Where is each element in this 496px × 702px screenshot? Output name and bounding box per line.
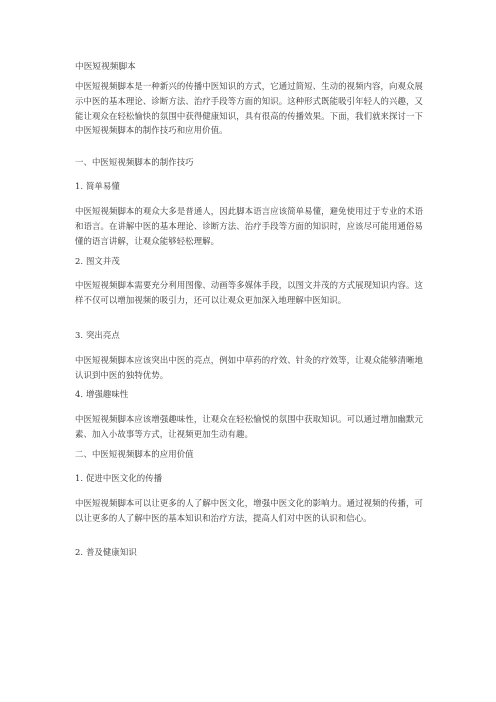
intro-paragraph: 中医短视频脚本是一种新兴的传播中医知识的方式，它通过简短、生动的视频内容，向观众展示中医的基本理论、诊断方法、治疗手段等方面的知识。这种形式既能吸引年轻人的兴趣，又能让观众在轻松愉快的氛围中获得健康知识，具有很高的传播效果。下面，我们就来探讨一下中医短视频脚本的制作技巧和应用价值。: [75, 81, 423, 136]
section-1-item-4-heading: 4. 增强趣味性: [75, 389, 129, 399]
section-1-item-1-text: 中医短视频脚本的观众大多是普通人，因此脚本语言应该简单易懂，避免使用过于专业的术语和语言。在讲解中医的基本理论、诊断方法、治疗手段等方面的知识时，应该尽可能用通俗易懂的语言讲解，让观众能够轻松理解。: [75, 206, 423, 246]
section-1-item-4-text: 中医短视频脚本应该增强趣味性，让观众在轻松愉悦的氛围中获取知识。可以通过增加幽默元素、加入小故事等方式，让视频更加生动有趣。: [75, 414, 423, 439]
section-1-item-2-text: 中医短视频脚本需要充分利用图像、动画等多媒体手段，以图文并茂的方式展现知识内容。这样不仅可以增加视频的吸引力，还可以让观众更加深入地理解中医知识。: [75, 280, 423, 305]
section-2-item-1-text: 中医短视频脚本可以让更多的人了解中医文化，增强中医文化的影响力。通过视频的传播，可以让更多的人了解中医的基本知识和治疗方法，提高人们对中医的认识和信心。: [75, 498, 423, 523]
section-2-item-2-heading: 2. 普及健康知识: [75, 547, 137, 557]
section-2-heading: 二、中医短视频脚本的应用价值: [75, 449, 194, 459]
section-1-heading: 一、中医短视频脚本的制作技巧: [75, 157, 194, 167]
section-1-item-1-heading: 1. 简单易懂: [75, 181, 120, 191]
section-1-item-3-heading: 3. 突出亮点: [75, 330, 120, 340]
section-2-item-1-heading: 1. 促进中医文化的传播: [75, 473, 163, 483]
section-1-item-2-heading: 2. 图文并茂: [75, 256, 120, 266]
document-title: 中医短视频脚本: [75, 62, 136, 72]
section-1-item-3-text: 中医短视频脚本应该突出中医的亮点，例如中草药的疗效、针灸的疗效等，让观众能够清晰地认识到中医的独特优势。: [75, 355, 423, 380]
